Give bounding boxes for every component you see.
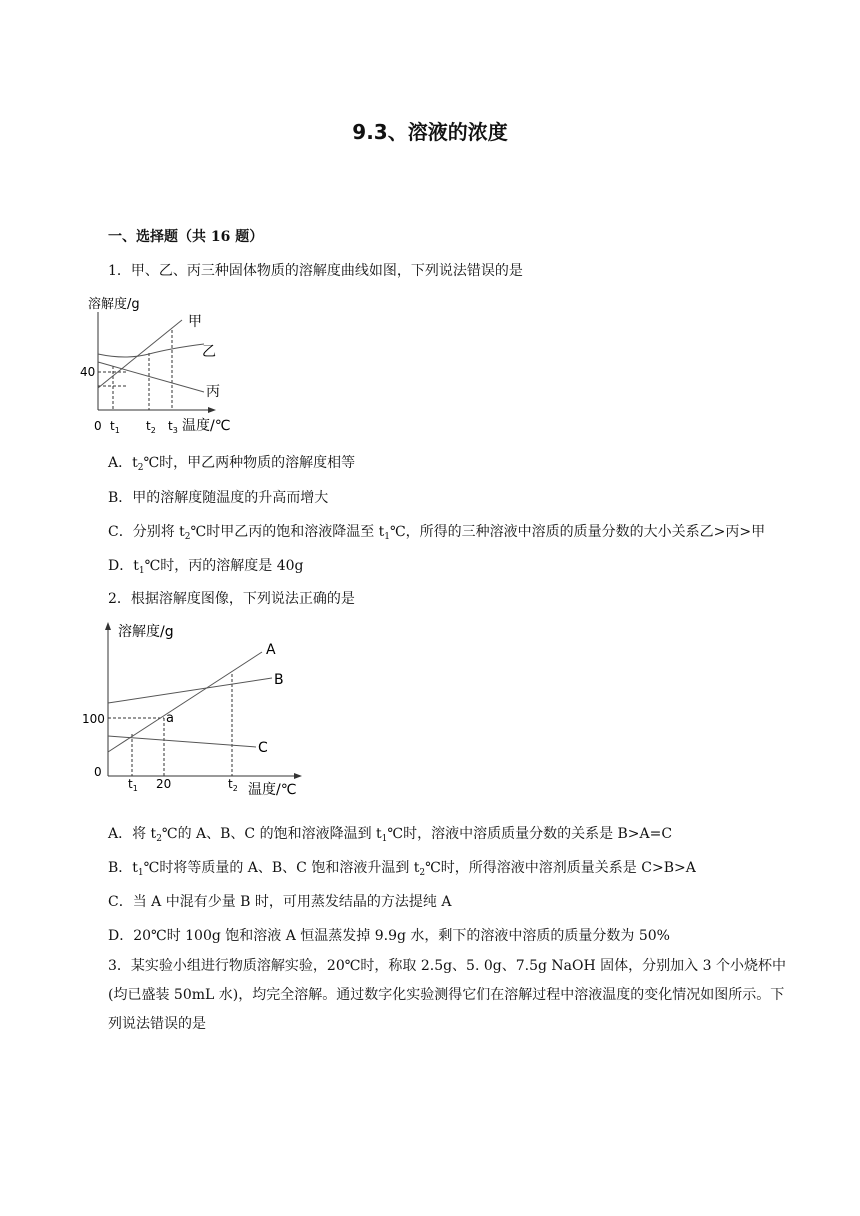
q1-curve-label-bing: 丙 <box>206 384 220 400</box>
q2-curve-label-c: C <box>258 740 268 756</box>
q1-x-tick-t3: $t_3$ <box>168 419 178 435</box>
q1-option-d: D．$t_1℃$时，丙的溶解度是 40g <box>108 558 304 576</box>
q2-curve-label-a: A <box>266 642 276 658</box>
q1-option-a: A．$t_2℃$时，甲乙两种物质的溶解度相等 <box>108 455 356 473</box>
q1-origin-label: 0 <box>94 419 102 433</box>
q2-y-tick: 100 <box>82 712 105 726</box>
question-2-stem: 2．根据溶解度图像，下列说法正确的是 <box>108 591 355 607</box>
q2-x-axis-label: 温度/℃ <box>248 782 297 798</box>
q2-option-c: C．当 A 中混有少量 B 时，可用蒸发结晶的方法提纯 A <box>108 894 452 910</box>
q2-x-tick-t1: $t_1$ <box>128 777 138 793</box>
q2-option-d: D．20℃时 100g 饱和溶液 A 恒温蒸发掉 9.9g 水，剩下的溶液中溶质的质量分数为 50% <box>108 928 670 944</box>
q1-y-axis-label: 溶解度/g <box>88 297 140 312</box>
q1-curve-label-jia: 甲 <box>188 314 202 330</box>
q1-x-axis-label: 温度/℃ <box>182 418 231 434</box>
q1-x-tick-t1: $t_1$ <box>110 419 120 435</box>
q2-y-axis-label: 溶解度/g <box>118 624 174 640</box>
q2-x-tick-20: 20 <box>156 777 172 791</box>
q2-solubility-chart <box>82 616 316 802</box>
q2-point-label: a <box>166 711 174 726</box>
q2-option-b: B．$t_1℃$时将等质量的 A、B、C 饱和溶液升温到 $t_2℃$时，所得溶液中溶剂质量关系是 C>B>A <box>108 860 696 878</box>
q1-option-c: C．分别将 $t_2℃$时甲乙丙的饱和溶液降温至 $t_1℃$，所得的三种溶液中溶质的质量分数的大小关系乙>丙>甲 <box>108 524 766 542</box>
q1-curve-label-yi: 乙 <box>202 344 216 360</box>
q2-origin-label: 0 <box>94 765 102 779</box>
q2-x-tick-t2: $t_2$ <box>228 777 238 793</box>
q1-solubility-chart <box>80 290 246 440</box>
q1-y-tick: 40 <box>80 365 96 379</box>
question-3-stem: 3．某实验小组进行物质溶解实验，20℃时，称取 2.5g、5. 0g、7.5g NaOH 固体，分别加入 3 个小烧杯中(均已盛装 50mL 水)，均完全溶解。通过数字化实验测得它们在溶解过程中溶液温度的变化情况如图所示。下列说法错误的是 <box>108 958 786 1032</box>
page-title: 9.3、溶液的浓度 <box>352 120 508 144</box>
q2-curve-label-b: B <box>274 672 284 688</box>
question-1-stem: 1．甲、乙、丙三种固体物质的溶解度曲线如图，下列说法错误的是 <box>108 263 523 279</box>
q1-x-tick-t2: $t_2$ <box>146 419 156 435</box>
section-heading: 一、选择题（共 16 题） <box>108 229 264 245</box>
q1-option-b: B．甲的溶解度随温度的升高而增大 <box>108 490 329 506</box>
q2-option-a: A．将 $t_2℃$的 A、B、C 的饱和溶液降温到 $t_1℃$时，溶液中溶质质量分数的关系是 B>A=C <box>108 826 673 844</box>
